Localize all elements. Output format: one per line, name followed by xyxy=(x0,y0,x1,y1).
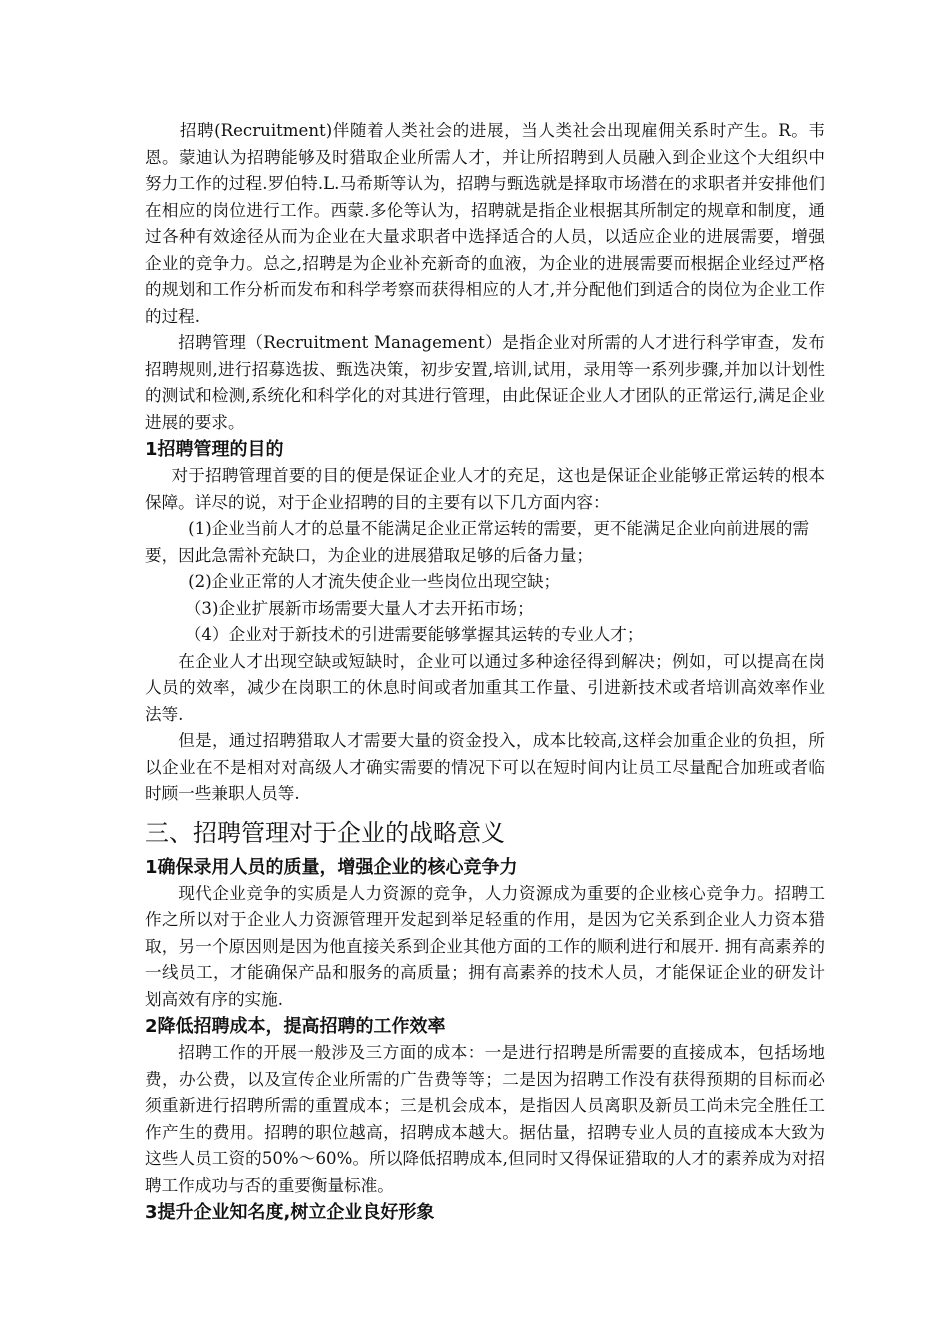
chapter-heading-strategic-significance: 三、招聘管理对于企业的战略意义 xyxy=(145,818,505,847)
purpose-paragraph-1: 对于招聘管理首要的目的便是保证企业人才的充足，这也是保证企业能够正常运转的根本保障。详尽的说，对于企业招聘的目的主要有以下几方面内容： xyxy=(145,466,825,512)
section-heading-quality: 1确保录用人员的质量，增强企业的核心竞争力 xyxy=(145,856,518,878)
section-heading-reputation: 3提升企业知名度,树立企业良好形象 xyxy=(145,1202,435,1223)
section-heading-cost: 2降低招聘成本，提高招聘的工作效率 xyxy=(145,1016,446,1037)
purpose-item-2: (2)企业正常的人才流失使企业一些岗位出现空缺； xyxy=(188,572,561,591)
intro-paragraph-1: 招聘(Recruitment)伴随着人类社会的进展，当人类社会出现雇佣关系时产生。R。韦恩。蒙迪认为招聘能够及时猎取企业所需人才，并让所招聘到人员融入到企业这个大组织中努力工作的过程.罗伯特.L.马希斯等认为，招聘与甄选就是择取市场潜在的求职者并安排他们在相应的岗位进行工作。西蒙.多伦等认为，招聘就是指企业根据其所制定的规章和制度，通过各种有效途径从而为企业在大量求职者中选择适合的人员，以适应企业的进展需要，增强企业的竞争力。总之,招聘是为企业补充新奇的血液，为企业的进展需要而根据企业经过严格的规划和工作分析而发布和科学考察而获得相应的人才,并分配他们到适合的岗位为企业工作的过程. xyxy=(145,121,825,326)
purpose-paragraph-3: 但是，通过招聘猎取人才需要大量的资金投入，成本比较高,这样会加重企业的负担，所以企业在不是相对对高级人才确实需要的情况下可以在短时间内让员工尽量配合加班或者临时顾一些兼职人员等. xyxy=(145,731,825,803)
purpose-item-4: （4）企业对于新技术的引进需要能够掌握其运转的专业人才； xyxy=(184,625,644,644)
intro-paragraph-2: 招聘管理（Recruitment Management）是指企业对所需的人才进行科学审查，发布招聘规则,进行招募选拔、甄选决策，初步安置,培训,试用，录用等一系列步骤,并加以计划性的测试和检测,系统化和科学化的对其进行管理，由此保证企业人才团队的正常运行,满足企业进展的要求。 xyxy=(145,333,825,432)
section-heading-purpose: 1招聘管理的目的 xyxy=(145,439,284,460)
purpose-item-1: (1)企业当前人才的总量不能满足企业正常运转的需要，更不能满足企业向前进展的需要，因此急需补充缺口，为企业的进展猎取足够的后备力量； xyxy=(145,519,810,565)
document-page xyxy=(145,118,825,1226)
purpose-paragraph-2: 在企业人才出现空缺或短缺时，企业可以通过多种途径得到解决；例如，可以提高在岗人员的效率，减少在岗职工的休息时间或者加重其工作量、引进新技术或者培训高效率作业法等. xyxy=(145,651,825,724)
purpose-item-3: （3)企业扩展新市场需要大量人才去开拓市场； xyxy=(184,598,534,618)
quality-paragraph: 现代企业竞争的实质是人力资源的竞争，人力资源成为重要的企业核心竞争力。招聘工作之所以对于企业人力资源管理开发起到举足轻重的作用，是因为它关系到企业人力资本猎取，另一个原因则是因为他直接关系到企业其他方面的工作的顺利进行和展开. 拥有高素养的一线员工，才能确保产品和服务的高质量；拥有高素养的技术人员，才能保证企业的研发计划高效有序的实施. xyxy=(145,883,825,1009)
cost-paragraph: 招聘工作的开展一般涉及三方面的成本：一是进行招聘是所需要的直接成本，包括场地费，办公费，以及宣传企业所需的广告费等等；二是因为招聘工作没有获得预期的目标而必须重新进行招聘所需的重置成本；三是机会成本，是指因人员离职及新员工尚未完全胜任工作产生的费用。招聘的职位越高，招聘成本越大。据估量，招聘专业人员的直接成本大致为这些人员工资的50%～60%。所以降低招聘成本,但同时又得保证猎取的人才的素养成为对招聘工作成功与否的重要衡量标准。 xyxy=(145,1043,825,1195)
